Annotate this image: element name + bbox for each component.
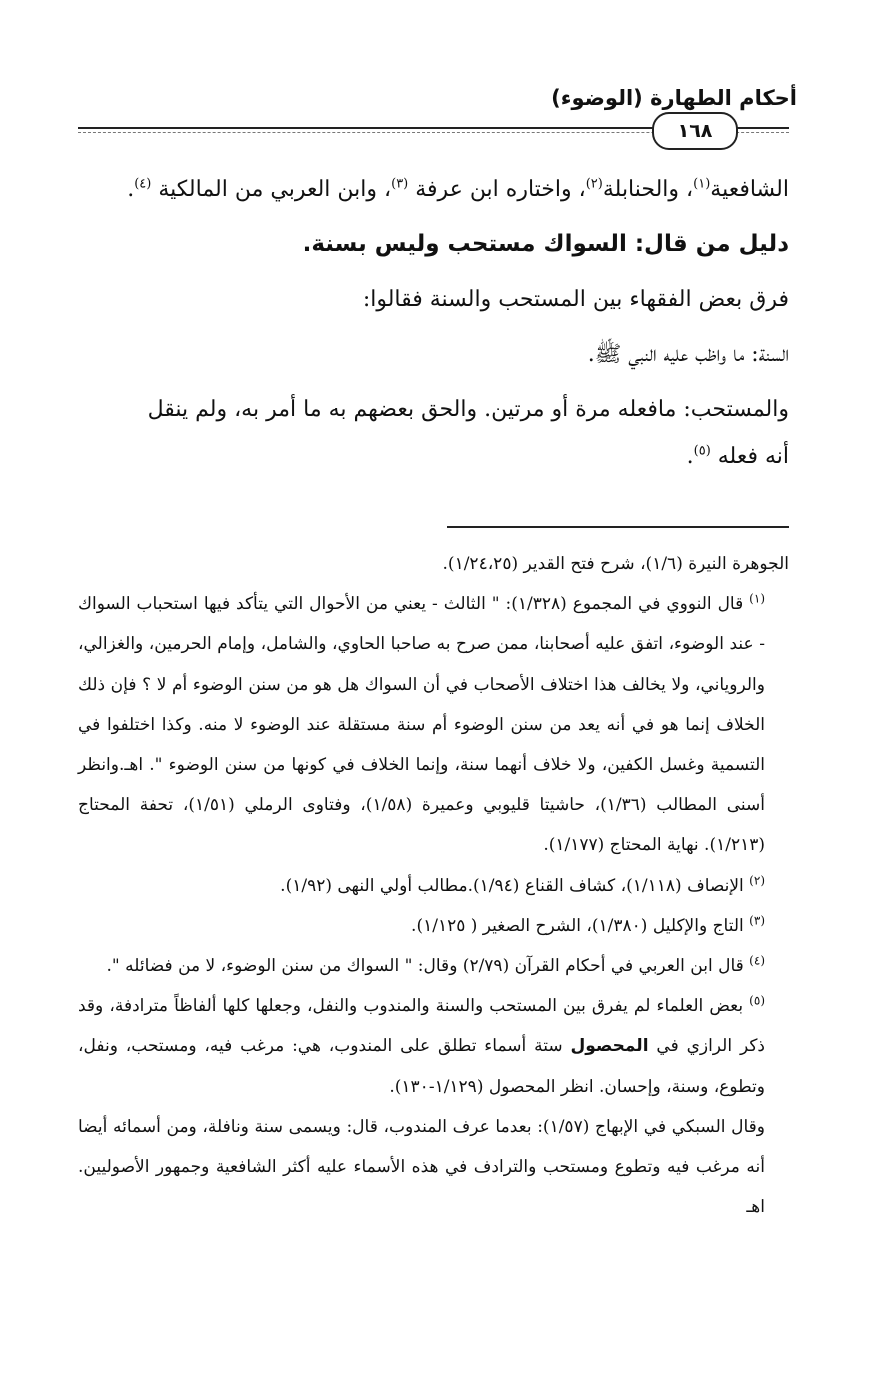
running-header-title: أحكام الطهارة (الوضوء) — [551, 86, 797, 110]
body-line-6 — [78, 429, 789, 484]
footnote-ref-1: (١) — [693, 176, 711, 192]
footnote-3 — [78, 906, 789, 946]
footnote-text: ستة أسماء تطلق على المندوب، هي: مرغب فيه، ومستحب، ونفل، وتطوع، وسنة، وإحسان. انظر المحصول (١/١٢٩-١٣٠). — [78, 1036, 765, 1097]
footnote-number: (٥) — [749, 993, 765, 1008]
page-number-badge: ١٦٨ — [652, 112, 738, 150]
body-text: . — [127, 177, 135, 202]
footnote-ref-4: (٤) — [134, 176, 152, 192]
footnote-number: (٣) — [749, 913, 765, 928]
body-text: . — [686, 444, 694, 469]
section-heading: دليل من قال: السواك مستحب وليس بسنة. — [302, 231, 789, 257]
footnote-number: (١) — [749, 591, 765, 606]
footnote-5-paragraph-2: وقال السبكي في الإبهاج (١/٥٧): بعدما عرف المندوب، قال: ويسمى سنة ونافلة، ومن أسمائه أيضا أنه مرغب فيه وتطوع ومستحب والترادف في هذه الأسماء عليه أكثر الشافعية وجمهور الأصوليين. اهـ — [78, 1116, 766, 1218]
footnote-ref-2: (٢) — [585, 176, 603, 192]
body-line-1 — [78, 162, 789, 217]
footnote-continuation: الجوهرة النيرة (١/٦)، شرح فتح القدير (١/٢٤،٢٥). — [442, 554, 789, 574]
footnotes — [78, 544, 789, 1227]
body-line-3: فرق بعض الفقهاء بين المستحب والسنة فقالوا: — [362, 287, 789, 312]
footnote-text: بعض العلماء لم يفرق بين المستحب والسنة والمندوب والنفل، وجعلها كلها ألفاظاً مترادفة، وقد ذكر الرازي في — [78, 996, 765, 1057]
footnote-separator — [447, 526, 789, 528]
footnote-5 — [78, 986, 789, 1107]
body-line-5: والمستحب: مافعله مرة أو مرتين. والحق بعضهم به ما أمر به، ولم ينقل — [147, 397, 789, 422]
footnote-text: الإنصاف (١/١١٨)، كشاف القناع (١/٩٤).مطالب أولي النهى (١/٩٢). — [280, 875, 750, 896]
footnote-text: التاج والإكليل (١/٣٨٠)، الشرح الصغير ( ١/١٢٥). — [411, 915, 750, 936]
footnote-number: (٤) — [749, 953, 765, 968]
footnote-ref-3: (٣) — [391, 176, 409, 192]
footnote-2 — [78, 866, 789, 906]
body-text: أنه فعله — [710, 444, 789, 469]
footnote-number: (٢) — [749, 872, 765, 887]
body-text: ، والحنابلة — [602, 177, 694, 202]
body-text: الشافعية — [710, 177, 789, 202]
footnote-text: قال ابن العربي في أحكام القرآن (٢/٧٩) وقال: " السواك من سنن الوضوء، لا من فضائله ". — [106, 956, 750, 977]
footnote-1 — [78, 584, 789, 865]
footnote-4 — [78, 946, 789, 986]
body-text: ، وابن العربي من المالكية — [151, 177, 392, 202]
footnote-bold-title: المحصول — [570, 1036, 649, 1057]
main-text — [78, 162, 789, 484]
footnote-text: قال النووي في المجموع (١/٣٢٨): " الثالث - يعني من الأحوال التي يتأكد فيها استحباب السواك - عند الوضوء، اتفق عليه أصحابنا، ممن صرح به صاحبا الحاوي، والشامل، وإمام الحرمين، والغزالي، والروياني، ولا يخالف هذا اختلاف الأصحاب في أن السواك هل هو من سنن الوضوء أم لا ؟ فإن ذلك الخلاف إنما هو في أنه يعد من سنن الوضوء أم سنة مستقلة عند الوضوء لا منه. وكذا اختلفوا في التسمية وغسل الكفين، ولا خلاف أنهما سنة، وإنما الخلاف في كونها من سنن الوضوء ". اهـ.وانظر أسنى المطالب (١/٣٦)، حاشيتا قليوبي وعميرة (١/٥٨)، وفتاوى الرملي (١/٥١)، تحفة المحتاج (١/٢١٣). نهاية المحتاج (١/١٧٧). — [78, 594, 766, 856]
footnote-ref-5: (٥) — [693, 443, 711, 459]
body-line-4: السنة: ما واظب عليه النبي ﷺ. — [587, 342, 789, 367]
body-text: ، واختاره ابن عرفة — [408, 177, 586, 202]
